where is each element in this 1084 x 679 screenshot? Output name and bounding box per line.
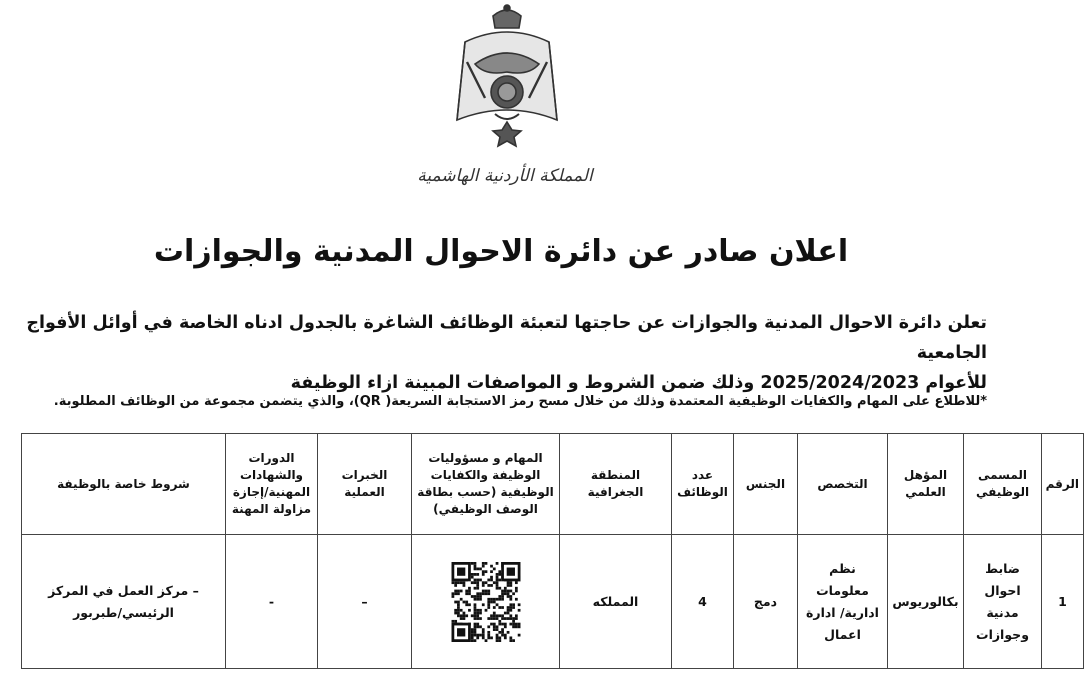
header-qualification: المؤهل العلمي bbox=[888, 434, 964, 535]
cell-tasks bbox=[412, 535, 560, 669]
cell-specialization: نظم معلومات ادارية/ ادارة اعمال bbox=[798, 535, 888, 669]
kingdom-name: المملكة الأردنية الهاشمية bbox=[417, 166, 593, 186]
header-number: الرقم bbox=[1042, 434, 1084, 535]
cell-job-title: ضابط احوال مدنية وجوازات bbox=[964, 535, 1042, 669]
header-courses: الدورات والشهادات المهنية/إجازة مزاولة المهنة bbox=[226, 434, 318, 535]
qr-code-icon[interactable] bbox=[451, 562, 521, 642]
coat-of-arms-icon bbox=[445, 2, 570, 162]
vacancies-table bbox=[21, 433, 1084, 669]
header-gender: الجنس bbox=[734, 434, 798, 535]
cell-conditions: – مركز العمل في المركز الرئيسي/طبربور bbox=[22, 535, 226, 669]
cell-courses: - bbox=[226, 535, 318, 669]
intro-paragraph bbox=[12, 308, 987, 398]
intro-line-2: للأعوام 2025/2024/2023 وذلك ضمن الشروط و المواصفات المبينة ازاء الوظيفة bbox=[290, 373, 987, 393]
cell-count: 4 bbox=[672, 535, 734, 669]
header-experience: الخبرات العملية bbox=[318, 434, 412, 535]
header-conditions: شروط خاصة بالوظيفة bbox=[22, 434, 226, 535]
page-title: اعلان صادر عن دائرة الاحوال المدنية والجوازات bbox=[153, 234, 849, 269]
cell-qualification: بكالوريوس bbox=[888, 535, 964, 669]
header-job-title: المسمى الوظيفي bbox=[964, 434, 1042, 535]
header-region: المنطقة الجغرافية bbox=[560, 434, 672, 535]
table-row bbox=[22, 535, 1084, 669]
qr-note: *للاطلاع على المهام والكفايات الوظيفية المعتمدة وذلك من خلال مسح رمز الاستجابة السريعة( QR)، والذي يتضمن مجموعة من الوظائف المطلوبة. bbox=[53, 394, 987, 409]
cell-number: 1 bbox=[1042, 535, 1084, 669]
cell-gender: دمج bbox=[734, 535, 798, 669]
table-header-row bbox=[22, 434, 1084, 535]
header-tasks: المهام و مسؤوليات الوظيفة والكفايات الوظيفية (حسب بطاقة الوصف الوظيفي) bbox=[412, 434, 560, 535]
header-count: عدد الوظائف bbox=[672, 434, 734, 535]
cell-experience: – bbox=[318, 535, 412, 669]
intro-line-1: تعلن دائرة الاحوال المدنية والجوازات عن حاجتها لتعبئة الوظائف الشاغرة بالجدول ادناه الخاصة في أوائل الأفواج الجامعية bbox=[26, 313, 987, 363]
cell-region: المملكه bbox=[560, 535, 672, 669]
header-specialization: التخصص bbox=[798, 434, 888, 535]
